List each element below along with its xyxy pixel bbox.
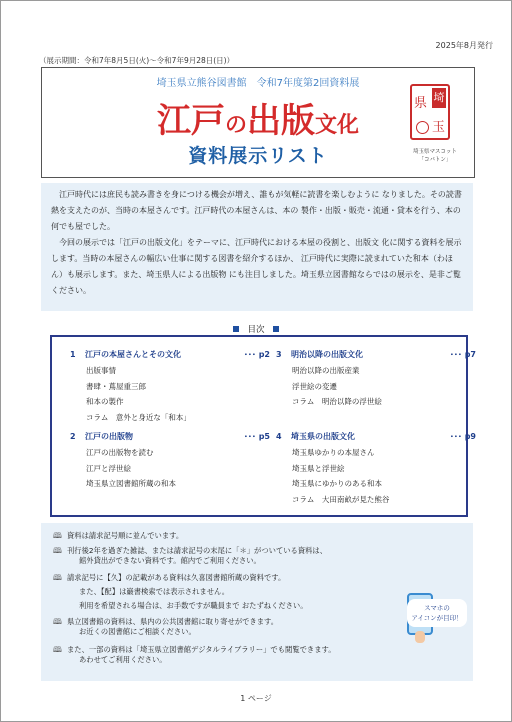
smartphone-hint-bubble (407, 599, 467, 627)
section-title: 明治以降の出版文化 (291, 350, 363, 359)
note-text: 県立図書館の資料は、県内の公共図書館に取り寄せができます。 (67, 617, 279, 626)
toc-section-heading (276, 431, 476, 445)
note-item (53, 546, 327, 566)
section-page: ･･･ p2 (243, 350, 270, 359)
bubble-line-1: スマホの (424, 604, 450, 612)
section-number: 4 (276, 432, 282, 441)
toc-section-heading (70, 349, 270, 363)
seal-char-2: 県 (414, 96, 428, 111)
toc-item: 明治以降の出版産業 (292, 366, 360, 375)
toc-item: コラム 大田南畝が見た熊谷 (292, 494, 390, 504)
section-page: ･･･ p9 (449, 432, 476, 441)
note-text: また、【配】は巌書検索では表示されません。 (79, 587, 230, 596)
title-no: の (224, 112, 247, 138)
note-continuation: お近くの図書館にご相談ください。 (79, 627, 196, 636)
note-text: 刊行後2年を過ぎた雑誌、または請求記号の末尾に「＊」がついている資料は、 (67, 546, 328, 555)
toc-section-3[interactable] (276, 349, 476, 410)
section-title: 江戸の出版物 (85, 432, 133, 441)
section-number: 3 (276, 350, 282, 359)
toc-item: 和本の製作 (86, 397, 124, 406)
mascot-caption-line1: 埼玉県マスコット (413, 149, 457, 155)
note-text: また、一部の資料は「埼玉県立図書館デジタルライブラリー」でも閲覧できます。 (67, 645, 336, 654)
note-item (53, 617, 278, 637)
toc-item: コラム 明治以降の浮世絵 (292, 397, 382, 406)
note-continuation: あわせてご利用ください。 (79, 655, 167, 664)
note-text: 資料は請求記号順に並んでいます。 (67, 531, 184, 540)
mascot-caption-line2: 「コバトン」 (418, 157, 452, 163)
exhibition-period: （展示期間：令和7年8月5日(火)〜令和7年9月28日(日)） (39, 56, 235, 65)
note-continuation: 館外貸出ができない資料です。館内でご利用ください。 (79, 556, 261, 565)
issue-date: 2025年8月発行 (435, 41, 493, 50)
toc-section-1[interactable] (70, 349, 270, 425)
page-number: 1 ページ (240, 694, 272, 703)
toc-item: 出版事情 (86, 366, 116, 375)
title-edo: 江戸 (156, 101, 225, 141)
section-number: 1 (70, 350, 76, 359)
book-icon: 🕮 (53, 645, 62, 654)
book-icon: 🕮 (53, 531, 62, 540)
title-box (41, 67, 475, 178)
toc-item: コラム 意外と身近な「和本」 (86, 412, 191, 422)
title-bunka: 文化 (315, 112, 360, 138)
mascot-caption (400, 148, 470, 164)
note-item (53, 531, 183, 541)
list-title: 資料展示リスト (188, 145, 328, 167)
note-item (53, 645, 336, 665)
book-icon: 🕮 (53, 617, 62, 626)
toc-section-heading (70, 431, 270, 445)
toc-heading-label: 目次 (247, 325, 265, 335)
notes-box (41, 523, 473, 681)
kobaton-seal-logo (410, 84, 450, 140)
toc-section-4[interactable] (276, 431, 476, 507)
book-icon: 🕮 (53, 546, 62, 555)
toc-item: 書肆・蔦屋重三郎 (86, 381, 146, 391)
intro-box (41, 183, 473, 311)
note-item (79, 587, 308, 611)
toc-item: 埼玉県ゆかりの本屋さん (292, 448, 375, 457)
seal-circle-icon (416, 121, 429, 134)
toc-item: 江戸と浮世絵 (86, 463, 131, 473)
title-shuppan: 出版 (247, 101, 315, 141)
heading-bullet-icon (233, 326, 239, 332)
section-title: 江戸の本屋さんとその文化 (85, 350, 181, 359)
note-item (53, 573, 285, 583)
intro-paragraph-1: 江戸時代には庶民も読み書きを身につける機会が増え、誰もが気軽に読書を楽しむように なりました。その読書熱を支えたのが、当時の本屋さんです。江戸時代の本屋さんは、本の 製作・出版・販売・流通・貸本を行う、本の何でも屋でした。 (51, 190, 462, 231)
section-page: ･･･ p5 (243, 432, 270, 441)
table-of-contents (50, 335, 476, 517)
toc-item: 埼玉県と浮世絵 (292, 463, 345, 473)
toc-item: 埼玉県にゆかりのある和本 (292, 479, 382, 488)
toc-heading (1, 323, 511, 335)
toc-item: 埼玉県立図書館所蔵の和本 (86, 479, 176, 488)
toc-section-2[interactable] (70, 431, 270, 492)
seal-char-1: 埼 (432, 88, 446, 108)
book-icon: 🕮 (53, 573, 62, 582)
heading-bullet-icon (273, 326, 279, 332)
toc-item: 浮世絵の変遷 (292, 381, 337, 391)
bubble-line-2: アイコンが目印！ (411, 614, 463, 622)
seal-char-3: 玉 (431, 120, 445, 135)
section-title: 埼玉県の出版文化 (291, 432, 355, 441)
section-page: ･･･ p7 (449, 350, 476, 359)
note-text: 請求記号に【久】の記載がある資料は久喜図書館所蔵の資料です。 (67, 573, 286, 582)
intro-paragraph-2: 今回の展示では「江戸の出版文化」をテーマに、江戸時代における本屋の役割と、出版文 化に関する資料を展示します。当時の本屋さんの幅広い仕事に関する図書を紹介するほか、 江戸時代に実際に読まれていた和本（わほん）も展示します。また、埼玉県人による出版物 にも注目しました。埼玉県立図書館ならではの展示を、是非ご覧ください。 (51, 238, 462, 295)
section-number: 2 (70, 432, 76, 441)
note-continuation: 利用を希望される場合は、お手数ですが職員まで おたずねください。 (79, 601, 308, 610)
toc-section-heading (276, 349, 476, 363)
exhibition-subtitle: 埼玉県立熊谷図書館 令和7年度第2回資料展 (156, 78, 360, 89)
finger-icon (415, 631, 425, 643)
toc-item: 江戸の出版物を読む (86, 448, 154, 457)
